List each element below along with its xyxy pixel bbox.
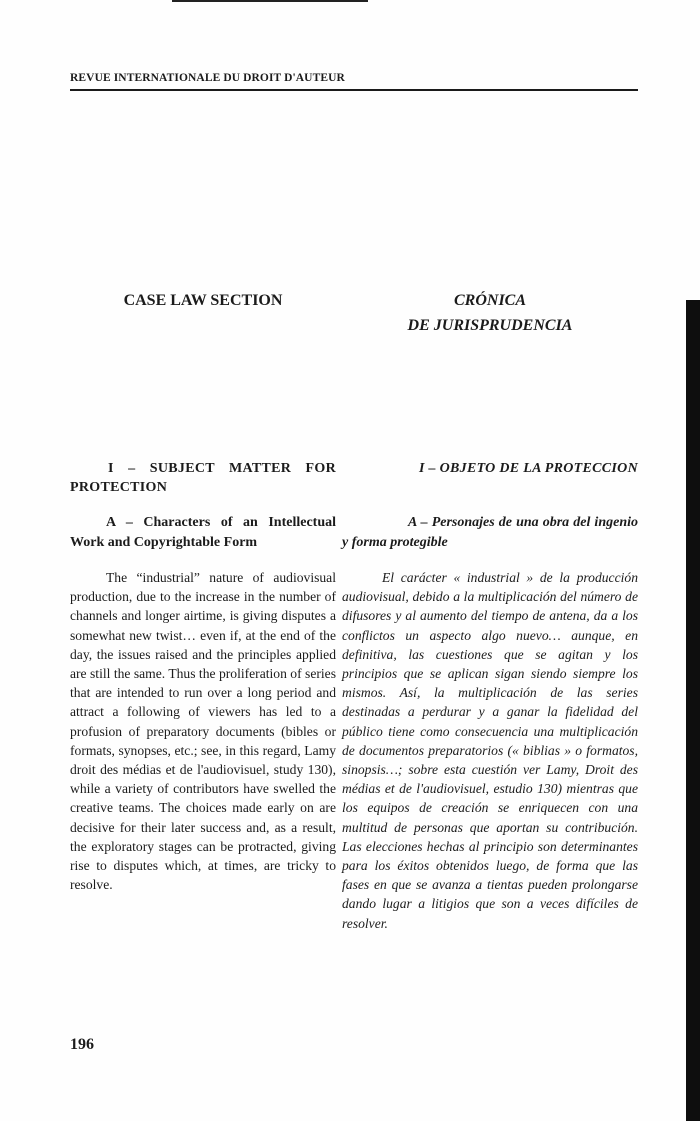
part-heading-spanish: I – OBJETO DE LA PROTECCION — [418, 461, 638, 476]
body-paragraph-english: The “industrial” nature of audiovisual production, due to the increase in the number of channels and longer airtime, is giving disputes a somewhat new twist… even if, at the end of the day, the issues raised and the principles applied are still the same. Thus the proliferation of series that are intended to run over a long period and attract a following of viewers has led to a profusion of preparatory documents (bibles or formats, synopses, etc.; see, in this regard, Lamy droit des médias et de l'audiovisuel, study 130), while a variety of contributors have swelled the creative teams. The choices made early on are decisive for their later success and, as a result, the exploratory stages can be protracted, giving rise to disputes which, at times, are tricky to resolve. — [70, 570, 336, 893]
scan-right-edge — [686, 300, 700, 1121]
body-paragraph-spanish: El carácter « industrial » de la producción audiovisual, debido a la multiplicación del número de difusores y al aumento del tiempo de antena, da a los conflictos un aspecto algo nuevo… aunque, en definitiva, las cuestiones que se agitan y los principios que se aplican sigan siendo siempre los mismos. Así, la multiplicación de las series destinadas a perdurar y a ganar la fidelidad del público tiene como consecuencia una multiplicación de documentos preparatorios (« biblias » o formatos, sinopsis…; sobre esta cuestión ver Lamy, Droit des médias et de l'audiovisuel, estudio 130) mientras que los equipos de creación se enriquecen con una multitud de personas que aportan su contribución. Las elecciones hechas al principio son determinantes para los éxitos obtenidos luego, de forma que las fases en que se avanza a tientas pueden prolongarse dando lugar a litigios que son a veces difíciles de resolver. — [342, 570, 638, 931]
sub-heading-spanish: A – Personajes de una obra del ingenio y forma protegible — [342, 515, 638, 550]
section-title-spanish — [342, 288, 638, 338]
header-rule — [70, 89, 638, 91]
scan-top-rule — [172, 0, 368, 2]
page-number: 196 — [70, 1036, 94, 1053]
section-title-spanish-line1: CRÓNICA — [453, 292, 527, 309]
sub-heading-english: A – Characters of an Intellectual Work and Copyrightable Form — [70, 515, 336, 550]
part-heading-english: I – SUBJECT MATTER FOR PROTECTION — [70, 461, 336, 495]
section-title-spanish-line2: DE JURISPRUDENCIA — [407, 317, 573, 334]
running-head: REVUE INTERNATIONALE DU DROIT D'AUTEUR — [70, 72, 345, 84]
section-title-english: CASE LAW SECTION — [123, 292, 283, 309]
